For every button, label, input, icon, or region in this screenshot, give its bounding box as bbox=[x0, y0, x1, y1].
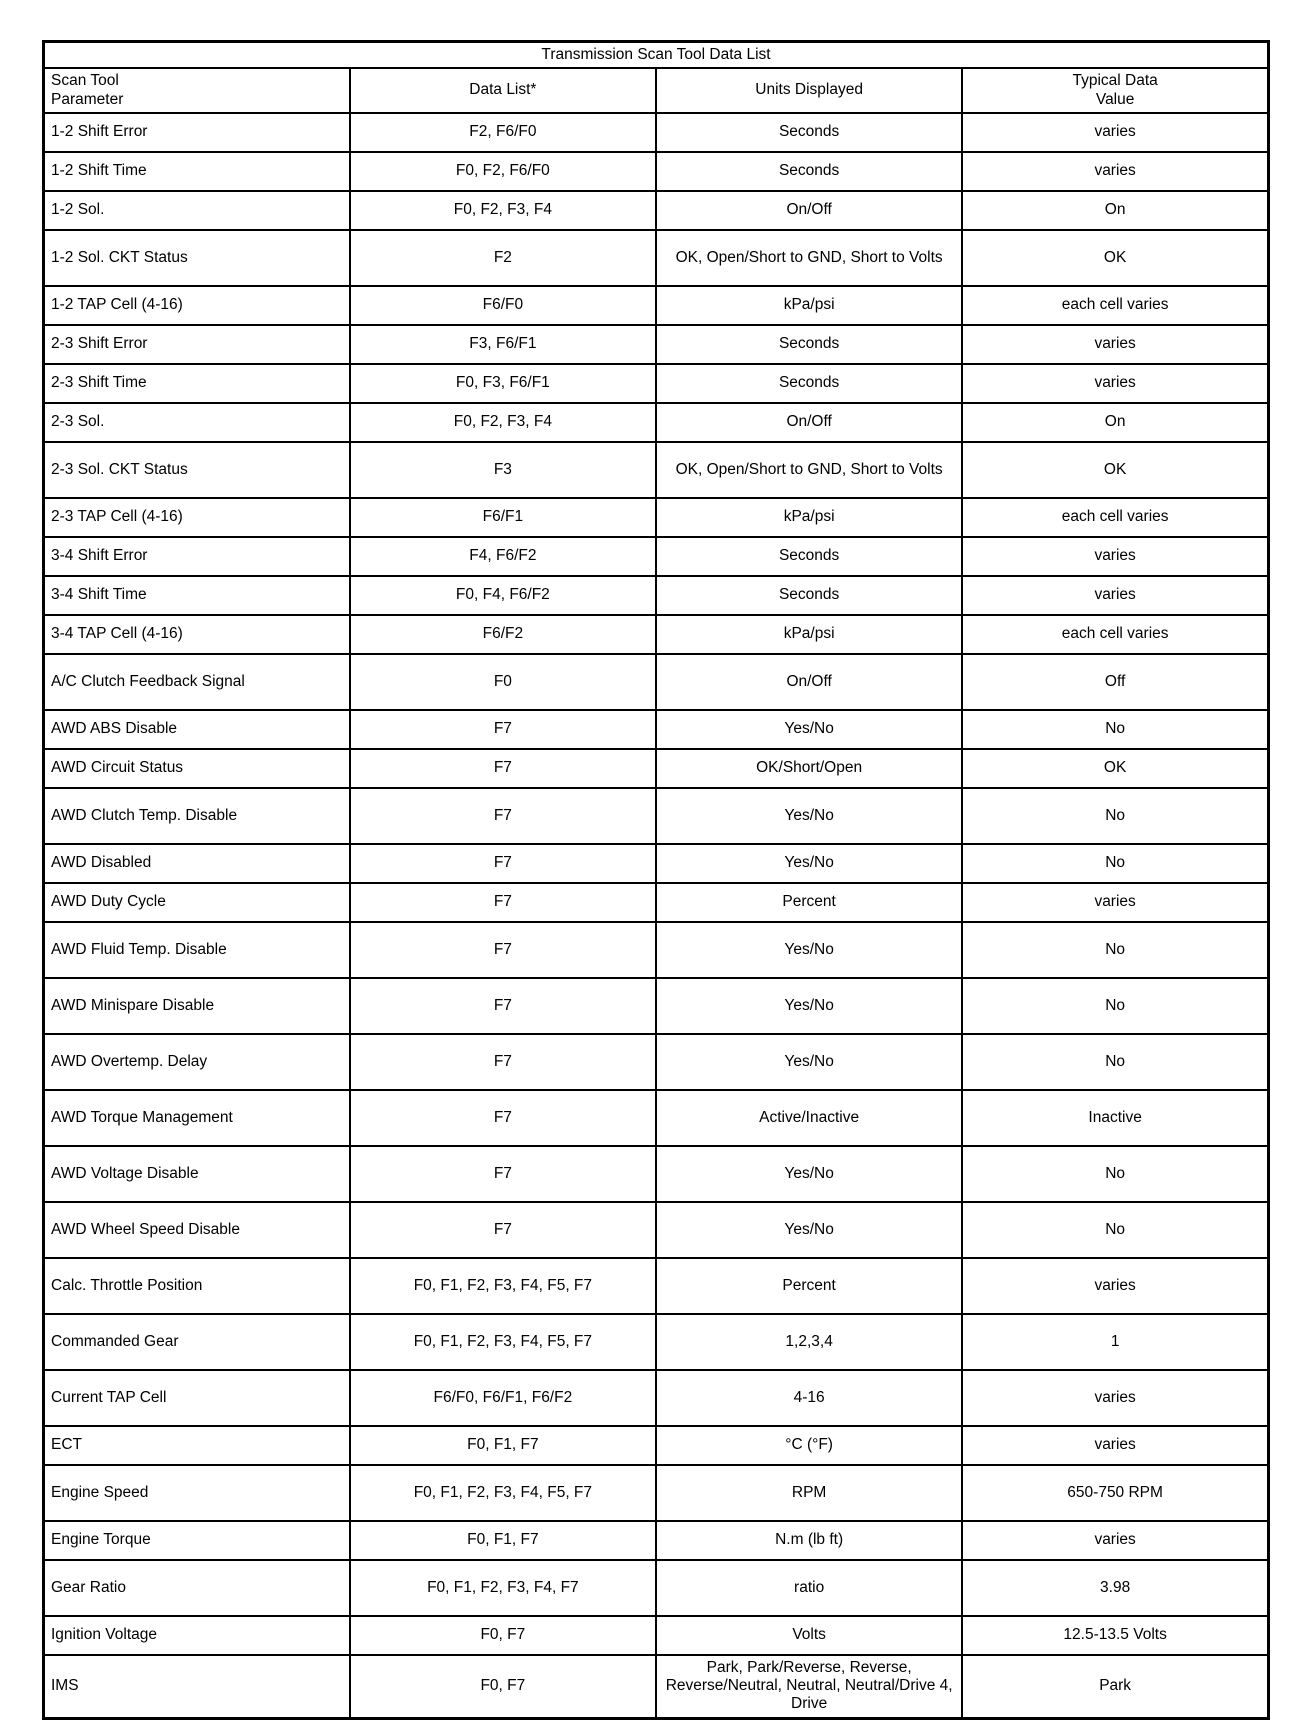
cell-units: Yes/No bbox=[656, 1034, 962, 1090]
column-header-typical-line1: Typical Data bbox=[1072, 72, 1158, 90]
cell-data-list: F4, F6/F2 bbox=[350, 537, 656, 576]
cell-parameter: AWD Duty Cycle bbox=[44, 883, 350, 922]
cell-units: Yes/No bbox=[656, 788, 962, 844]
cell-units: Seconds bbox=[656, 576, 962, 615]
cell-units: On/Off bbox=[656, 191, 962, 230]
cell-units: Yes/No bbox=[656, 1146, 962, 1202]
column-header-parameter bbox=[44, 68, 350, 113]
cell-typical-value: varies bbox=[962, 325, 1268, 364]
table-row bbox=[44, 1034, 1269, 1090]
column-header-typical-line2: Value bbox=[1095, 90, 1135, 108]
cell-parameter: AWD Fluid Temp. Disable bbox=[44, 922, 350, 978]
cell-typical-value: varies bbox=[962, 113, 1268, 152]
cell-units: kPa/psi bbox=[656, 615, 962, 654]
table-row bbox=[44, 1202, 1269, 1258]
cell-typical-value: varies bbox=[962, 576, 1268, 615]
cell-parameter: AWD Disabled bbox=[44, 844, 350, 883]
cell-data-list: F0, F2, F6/F0 bbox=[350, 152, 656, 191]
cell-units: OK, Open/Short to GND, Short to Volts bbox=[656, 230, 962, 286]
table-row bbox=[44, 749, 1269, 788]
cell-typical-value: OK bbox=[962, 230, 1268, 286]
table-row bbox=[44, 978, 1269, 1034]
cell-data-list: F0, F3, F6/F1 bbox=[350, 364, 656, 403]
cell-units: RPM bbox=[656, 1465, 962, 1521]
cell-data-list: F7 bbox=[350, 1034, 656, 1090]
cell-units: Seconds bbox=[656, 113, 962, 152]
cell-typical-value: Off bbox=[962, 654, 1268, 710]
cell-typical-value: Inactive bbox=[962, 1090, 1268, 1146]
cell-units: 1,2,3,4 bbox=[656, 1314, 962, 1370]
cell-parameter: 2-3 Shift Time bbox=[44, 364, 350, 403]
cell-parameter: 2-3 Shift Error bbox=[44, 325, 350, 364]
cell-parameter: 1-2 Sol. CKT Status bbox=[44, 230, 350, 286]
cell-data-list: F0, F2, F3, F4 bbox=[350, 191, 656, 230]
cell-units: Seconds bbox=[656, 364, 962, 403]
cell-units: On/Off bbox=[656, 654, 962, 710]
table-row bbox=[44, 1258, 1269, 1314]
cell-typical-value: 1 bbox=[962, 1314, 1268, 1370]
cell-data-list: F7 bbox=[350, 922, 656, 978]
cell-typical-value: varies bbox=[962, 152, 1268, 191]
cell-data-list: F3, F6/F1 bbox=[350, 325, 656, 364]
cell-parameter: Ignition Voltage bbox=[44, 1616, 350, 1655]
cell-parameter: AWD Torque Management bbox=[44, 1090, 350, 1146]
cell-typical-value: No bbox=[962, 710, 1268, 749]
cell-data-list: F0 bbox=[350, 654, 656, 710]
table-row bbox=[44, 654, 1269, 710]
cell-units: Yes/No bbox=[656, 1202, 962, 1258]
cell-typical-value: varies bbox=[962, 1258, 1268, 1314]
cell-parameter: AWD Overtemp. Delay bbox=[44, 1034, 350, 1090]
cell-data-list: F7 bbox=[350, 749, 656, 788]
cell-data-list: F7 bbox=[350, 1146, 656, 1202]
cell-parameter: Calc. Throttle Position bbox=[44, 1258, 350, 1314]
cell-parameter: Engine Torque bbox=[44, 1521, 350, 1560]
cell-parameter: AWD Clutch Temp. Disable bbox=[44, 788, 350, 844]
cell-units: ratio bbox=[656, 1560, 962, 1616]
cell-typical-value: 12.5-13.5 Volts bbox=[962, 1616, 1268, 1655]
cell-data-list: F7 bbox=[350, 710, 656, 749]
cell-data-list: F0, F7 bbox=[350, 1655, 656, 1718]
cell-parameter: Engine Speed bbox=[44, 1465, 350, 1521]
table-row bbox=[44, 1616, 1269, 1655]
cell-units: °C (°F) bbox=[656, 1426, 962, 1465]
cell-data-list: F2, F6/F0 bbox=[350, 113, 656, 152]
cell-parameter: 2-3 Sol. CKT Status bbox=[44, 442, 350, 498]
cell-data-list: F0, F1, F2, F3, F4, F5, F7 bbox=[350, 1314, 656, 1370]
cell-units: Percent bbox=[656, 1258, 962, 1314]
cell-typical-value: On bbox=[962, 191, 1268, 230]
cell-parameter: 3-4 TAP Cell (4-16) bbox=[44, 615, 350, 654]
table-row bbox=[44, 1521, 1269, 1560]
cell-parameter: AWD Minispare Disable bbox=[44, 978, 350, 1034]
table-body bbox=[44, 42, 1269, 1719]
cell-typical-value: Park bbox=[962, 1655, 1268, 1718]
cell-data-list: F7 bbox=[350, 844, 656, 883]
cell-parameter: AWD ABS Disable bbox=[44, 710, 350, 749]
cell-typical-value: each cell varies bbox=[962, 498, 1268, 537]
table-row bbox=[44, 191, 1269, 230]
cell-typical-value: varies bbox=[962, 537, 1268, 576]
cell-parameter: 2-3 Sol. bbox=[44, 403, 350, 442]
cell-units: kPa/psi bbox=[656, 498, 962, 537]
cell-parameter: AWD Circuit Status bbox=[44, 749, 350, 788]
table-row bbox=[44, 442, 1269, 498]
table-row bbox=[44, 230, 1269, 286]
table-row bbox=[44, 1146, 1269, 1202]
table-row bbox=[44, 286, 1269, 325]
cell-data-list: F6/F0, F6/F1, F6/F2 bbox=[350, 1370, 656, 1426]
table-row bbox=[44, 152, 1269, 191]
cell-parameter: AWD Voltage Disable bbox=[44, 1146, 350, 1202]
cell-typical-value: No bbox=[962, 1146, 1268, 1202]
cell-typical-value: each cell varies bbox=[962, 286, 1268, 325]
cell-typical-value: varies bbox=[962, 883, 1268, 922]
table-row bbox=[44, 364, 1269, 403]
cell-typical-value: No bbox=[962, 788, 1268, 844]
cell-typical-value: No bbox=[962, 844, 1268, 883]
cell-data-list: F0, F4, F6/F2 bbox=[350, 576, 656, 615]
cell-units: Volts bbox=[656, 1616, 962, 1655]
cell-units: Yes/No bbox=[656, 922, 962, 978]
cell-units: Seconds bbox=[656, 325, 962, 364]
cell-typical-value: On bbox=[962, 403, 1268, 442]
table-header-row bbox=[44, 68, 1269, 113]
cell-parameter: 1-2 Shift Error bbox=[44, 113, 350, 152]
cell-data-list: F6/F1 bbox=[350, 498, 656, 537]
table-title: Transmission Scan Tool Data List bbox=[44, 42, 1269, 69]
transmission-scan-tool-data-table bbox=[42, 40, 1270, 1720]
cell-data-list: F7 bbox=[350, 883, 656, 922]
cell-parameter: 1-2 Sol. bbox=[44, 191, 350, 230]
cell-units: Yes/No bbox=[656, 710, 962, 749]
cell-data-list: F0, F1, F7 bbox=[350, 1521, 656, 1560]
cell-data-list: F6/F2 bbox=[350, 615, 656, 654]
table-row bbox=[44, 498, 1269, 537]
cell-data-list: F2 bbox=[350, 230, 656, 286]
cell-data-list: F6/F0 bbox=[350, 286, 656, 325]
cell-units: kPa/psi bbox=[656, 286, 962, 325]
cell-data-list: F0, F1, F7 bbox=[350, 1426, 656, 1465]
cell-typical-value: No bbox=[962, 1202, 1268, 1258]
cell-units: On/Off bbox=[656, 403, 962, 442]
cell-units: Seconds bbox=[656, 152, 962, 191]
cell-data-list: F0, F1, F2, F3, F4, F5, F7 bbox=[350, 1465, 656, 1521]
table-row bbox=[44, 710, 1269, 749]
cell-typical-value: 650-750 RPM bbox=[962, 1465, 1268, 1521]
cell-typical-value: varies bbox=[962, 364, 1268, 403]
cell-typical-value: No bbox=[962, 922, 1268, 978]
cell-parameter: Current TAP Cell bbox=[44, 1370, 350, 1426]
cell-typical-value: each cell varies bbox=[962, 615, 1268, 654]
table-row bbox=[44, 325, 1269, 364]
table-row bbox=[44, 1465, 1269, 1521]
table-row bbox=[44, 922, 1269, 978]
table-row bbox=[44, 1426, 1269, 1465]
table-row bbox=[44, 537, 1269, 576]
cell-units: Seconds bbox=[656, 537, 962, 576]
column-header-units: Units Displayed bbox=[656, 68, 962, 113]
cell-parameter: Commanded Gear bbox=[44, 1314, 350, 1370]
cell-data-list: F0, F1, F2, F3, F4, F5, F7 bbox=[350, 1258, 656, 1314]
cell-data-list: F7 bbox=[350, 978, 656, 1034]
table-row bbox=[44, 576, 1269, 615]
cell-units: Active/Inactive bbox=[656, 1090, 962, 1146]
table-row bbox=[44, 883, 1269, 922]
cell-typical-value: OK bbox=[962, 442, 1268, 498]
cell-parameter: 3-4 Shift Error bbox=[44, 537, 350, 576]
table-row bbox=[44, 113, 1269, 152]
cell-data-list: F3 bbox=[350, 442, 656, 498]
cell-units: Park, Park/Reverse, Reverse, Reverse/Neutral, Neutral, Neutral/Drive 4, Drive bbox=[656, 1655, 962, 1718]
cell-units: Percent bbox=[656, 883, 962, 922]
table-row bbox=[44, 1314, 1269, 1370]
cell-data-list: F7 bbox=[350, 788, 656, 844]
cell-units: Yes/No bbox=[656, 978, 962, 1034]
cell-data-list: F7 bbox=[350, 1090, 656, 1146]
cell-typical-value: OK bbox=[962, 749, 1268, 788]
cell-units: OK, Open/Short to GND, Short to Volts bbox=[656, 442, 962, 498]
cell-parameter: 2-3 TAP Cell (4-16) bbox=[44, 498, 350, 537]
cell-typical-value: varies bbox=[962, 1426, 1268, 1465]
table-row bbox=[44, 788, 1269, 844]
cell-typical-value: No bbox=[962, 978, 1268, 1034]
cell-parameter: ECT bbox=[44, 1426, 350, 1465]
cell-typical-value: 3.98 bbox=[962, 1560, 1268, 1616]
cell-units: Yes/No bbox=[656, 844, 962, 883]
cell-parameter: 3-4 Shift Time bbox=[44, 576, 350, 615]
cell-data-list: F0, F2, F3, F4 bbox=[350, 403, 656, 442]
table-row bbox=[44, 1090, 1269, 1146]
cell-data-list: F7 bbox=[350, 1202, 656, 1258]
cell-data-list: F0, F7 bbox=[350, 1616, 656, 1655]
cell-data-list: F0, F1, F2, F3, F4, F7 bbox=[350, 1560, 656, 1616]
table-row bbox=[44, 1655, 1269, 1718]
table-row bbox=[44, 615, 1269, 654]
table-title-row bbox=[44, 42, 1269, 69]
table-row bbox=[44, 1370, 1269, 1426]
cell-typical-value: varies bbox=[962, 1370, 1268, 1426]
cell-typical-value: varies bbox=[962, 1521, 1268, 1560]
column-header-data-list: Data List* bbox=[350, 68, 656, 113]
cell-units: 4-16 bbox=[656, 1370, 962, 1426]
cell-parameter: Gear Ratio bbox=[44, 1560, 350, 1616]
column-header-parameter-line1: Scan Tool bbox=[51, 72, 119, 90]
cell-parameter: IMS bbox=[44, 1655, 350, 1718]
column-header-parameter-line2: Parameter bbox=[51, 90, 124, 108]
cell-units: OK/Short/Open bbox=[656, 749, 962, 788]
cell-parameter: A/C Clutch Feedback Signal bbox=[44, 654, 350, 710]
table-row bbox=[44, 844, 1269, 883]
cell-parameter: 1-2 Shift Time bbox=[44, 152, 350, 191]
cell-parameter: 1-2 TAP Cell (4-16) bbox=[44, 286, 350, 325]
table-row bbox=[44, 403, 1269, 442]
table-row bbox=[44, 1560, 1269, 1616]
cell-typical-value: No bbox=[962, 1034, 1268, 1090]
column-header-typical-value bbox=[962, 68, 1268, 113]
cell-units: N.m (lb ft) bbox=[656, 1521, 962, 1560]
cell-parameter: AWD Wheel Speed Disable bbox=[44, 1202, 350, 1258]
